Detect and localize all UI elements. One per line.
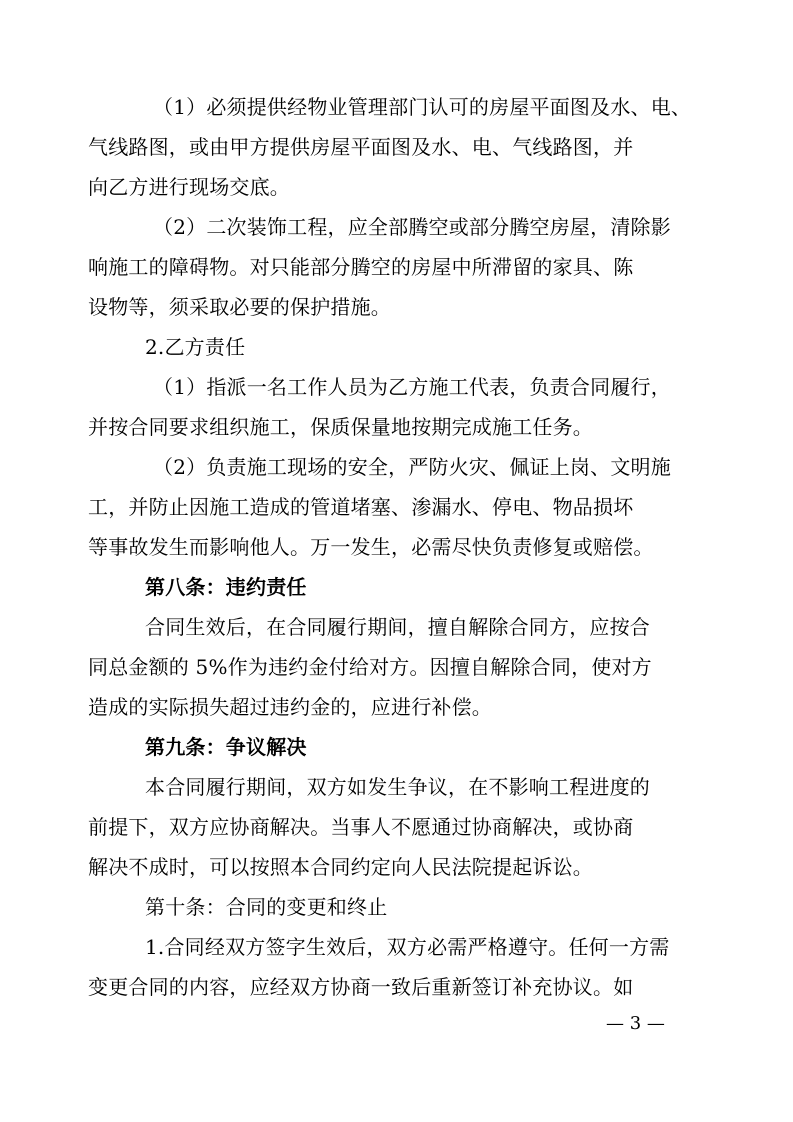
paragraph-line-2: 气线路图，或由甲方提供房屋平面图及水、电、气线路图，并 bbox=[88, 135, 634, 159]
paragraph-line-9: 并按合同要求组织施工，保质保量地按期完成施工任务。 bbox=[88, 415, 593, 439]
paragraph-line-22: 1.合同经双方签字生效后，双方必需严格遵守。任何一方需 bbox=[145, 935, 670, 959]
article-9-heading: 第九条：争议解决 bbox=[145, 735, 307, 759]
section-heading-party-b: 2.乙方责任 bbox=[145, 335, 246, 359]
paragraph-line-16: 造成的实际损失超过违约金的，应进行补偿。 bbox=[88, 695, 492, 719]
paragraph-line-12: 等事故发生而影响他人。万一发生，必需尽快负责修复或赔偿。 bbox=[88, 535, 654, 559]
paragraph-line-11: 工，并防止因施工造成的管道堵塞、渗漏水、停电、物品损坏 bbox=[88, 495, 634, 519]
article-10-heading: 第十条：合同的变更和终止 bbox=[145, 895, 388, 919]
paragraph-line-23: 变更合同的内容，应经双方协商一致后重新签订补充协议。如 bbox=[88, 975, 634, 999]
paragraph-line-5: 响施工的障碍物。对只能部分腾空的房屋中所滞留的家具、陈 bbox=[88, 255, 634, 279]
paragraph-line-19: 前提下，双方应协商解决。当事人不愿通过协商解决，或协商 bbox=[88, 815, 634, 839]
paragraph-line-4: （2）二次装饰工程，应全部腾空或部分腾空房屋，清除影 bbox=[153, 215, 671, 239]
paragraph-line-8: （1）指派一名工作人员为乙方施工代表，负责合同履行， bbox=[153, 375, 671, 399]
paragraph-line-10: （2）负责施工现场的安全，严防火灾、佩证上岗、文明施 bbox=[153, 455, 671, 479]
paragraph-line-18: 本合同履行期间，双方如发生争议，在不影响工程进度的 bbox=[145, 775, 650, 799]
paragraph-line-15: 同总金额的 5%作为违约金付给对方。因擅自解除合同，使对方 bbox=[88, 655, 652, 679]
page-number: — 3 — bbox=[606, 1013, 665, 1034]
paragraph-line-6: 设物等，须采取必要的保护措施。 bbox=[88, 295, 391, 319]
paragraph-line-20: 解决不成时，可以按照本合同约定向人民法院提起诉讼。 bbox=[88, 855, 593, 879]
paragraph-line-14: 合同生效后，在合同履行期间，擅自解除合同方，应按合 bbox=[145, 615, 650, 639]
paragraph-line-1: （1）必须提供经物业管理部门认可的房屋平面图及水、电、 bbox=[153, 95, 692, 119]
article-8-heading: 第八条：违约责任 bbox=[145, 575, 307, 599]
paragraph-line-3: 向乙方进行现场交底。 bbox=[88, 175, 290, 199]
